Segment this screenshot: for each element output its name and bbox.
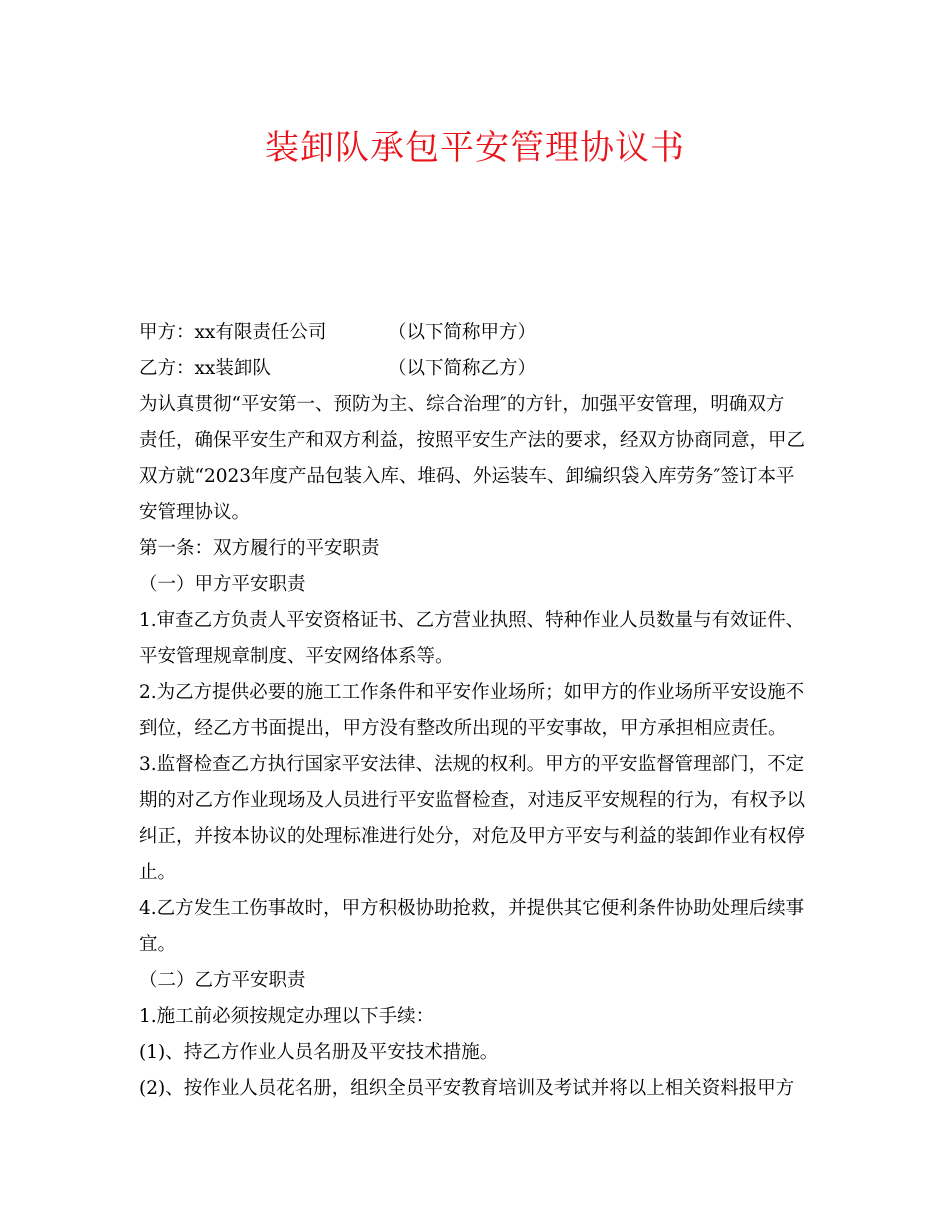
text-line: 安管理协议。 bbox=[139, 502, 251, 523]
text-line: 为认真贯彻“平安第一、预防为主、综合治理″的方针，加强平安管理，明确双方 bbox=[139, 394, 785, 415]
text-line: 宜。 bbox=[139, 934, 177, 955]
text-line: 期的对乙方作业现场及人员进行平安监督检查，对违反平安规程的行为，有权予以 bbox=[139, 790, 806, 811]
party-a-line bbox=[139, 315, 817, 351]
party-b-label: 乙方：xx装卸队 bbox=[139, 358, 271, 379]
party-b-line bbox=[139, 351, 817, 387]
text-line: 纠正，并按本协议的处理标准进行处分，对危及甲方平安与利益的装卸作业有权停 bbox=[139, 826, 806, 847]
text-line: (2)、按作业人员花名册，组织全员平安教育培训及考试并将以上相关资料报甲方 bbox=[139, 1078, 795, 1099]
text-line: 到位，经乙方书面提出，甲方没有整改所出现的平安事故，甲方承担相应责任。 bbox=[139, 718, 787, 739]
text-line: 双方就“2023年度产品包装入库、堆码、外运装车、卸编织袋入库劳务″签订本平 bbox=[139, 466, 795, 487]
text-line: 4.乙方发生工伤事故时，甲方积极协助抢救，并提供其它便利条件协助处理后续事 bbox=[139, 898, 805, 919]
document-body bbox=[139, 315, 817, 1107]
text-line: 责任，确保平安生产和双方利益，按照平安生产法的要求，经双方协商同意，甲乙 bbox=[139, 430, 806, 451]
party-a-label: 甲方：xx有限责任公司 bbox=[139, 322, 327, 343]
section-heading: （二）乙方平安职责 bbox=[139, 970, 306, 991]
text-line: 2.为乙方提供必要的施工工作条件和平安作业场所；如甲方的作业场所平安设施不 bbox=[139, 682, 805, 703]
text-line: 3.监督检查乙方执行国家平安法律、法规的权利。甲方的平安监督管理部门，不定 bbox=[139, 754, 805, 775]
text-line: 1.审查乙方负责人平安资格证书、乙方营业执照、特种作业人员数量与有效证件、 bbox=[139, 610, 805, 631]
text-line: 1.施工前必须按规定办理以下手续： bbox=[139, 1006, 435, 1027]
text-line: (1)、持乙方作业人员名册及平安技术措施。 bbox=[139, 1042, 499, 1063]
party-a-note: （以下简称甲方） bbox=[388, 322, 537, 343]
text-line: 止。 bbox=[139, 862, 177, 883]
document-title: 装卸队承包平安管理协议书 bbox=[265, 128, 685, 168]
article-heading: 第一条：双方履行的平安职责 bbox=[139, 538, 380, 559]
party-b-note: （以下简称乙方） bbox=[388, 358, 537, 379]
text-line: 平安管理规章制度、平安网络体系等。 bbox=[139, 646, 454, 667]
section-heading: （一）甲方平安职责 bbox=[139, 574, 306, 595]
